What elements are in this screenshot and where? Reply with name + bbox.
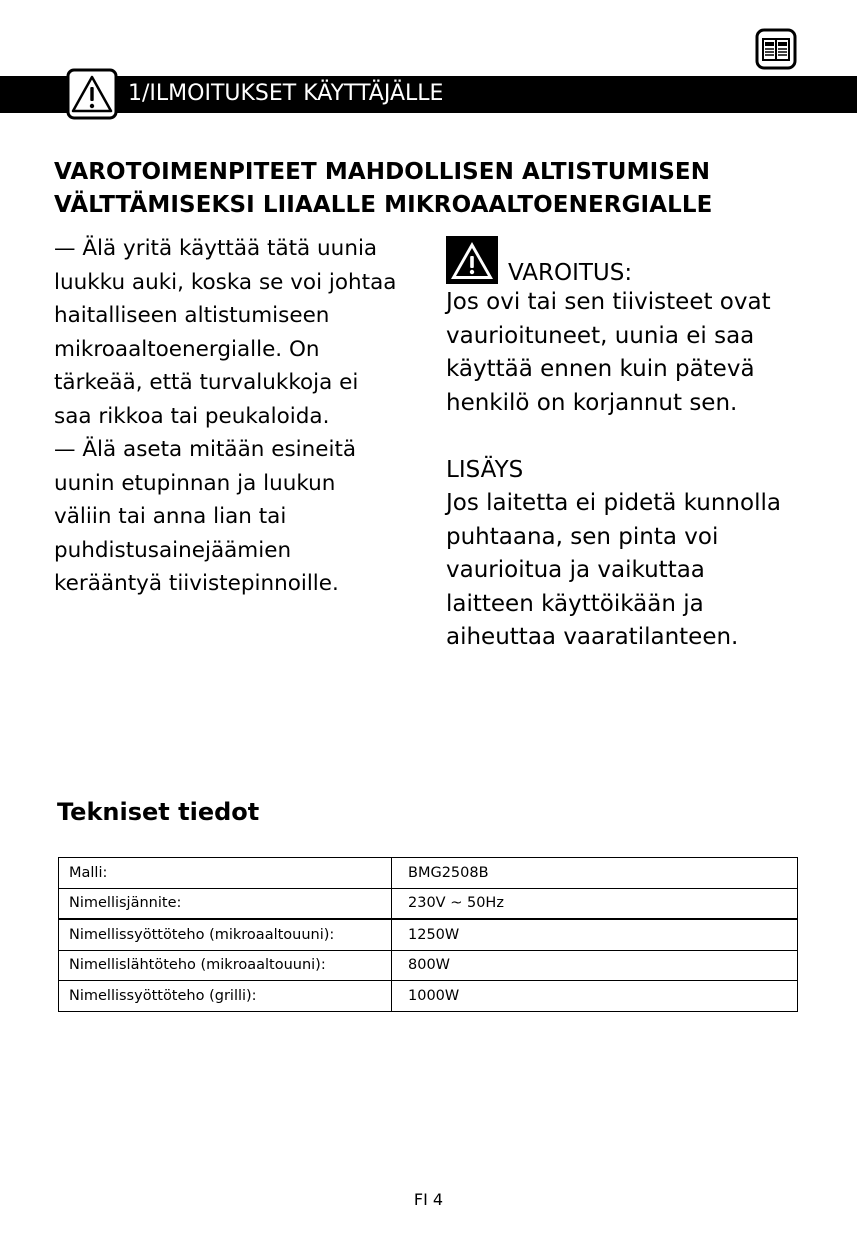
text-line: aiheuttaa vaaratilanteen. bbox=[446, 624, 739, 650]
warning-section-heading bbox=[54, 156, 814, 222]
text-line: mikroaaltoenergialle. On bbox=[54, 336, 320, 362]
table-row bbox=[59, 950, 798, 981]
spec-label: Nimellislähtöteho (mikroaaltouuni): bbox=[59, 950, 392, 981]
warning-label: VAROITUS: bbox=[508, 260, 633, 286]
heading-line: VAROTOIMENPITEET MAHDOLLISEN ALTISTUMISEN bbox=[54, 159, 711, 185]
section-header-title: 1/ILMOITUKSET KÄYTTÄJÄLLE bbox=[128, 81, 444, 106]
text-line: uunin etupinnan ja luukun bbox=[54, 470, 336, 496]
text-line: kerääntyä tiivistepinnoille. bbox=[54, 571, 339, 596]
warning-notes bbox=[446, 236, 836, 655]
spacer bbox=[446, 420, 836, 454]
text-line: vaurioitua ja vaikuttaa bbox=[446, 557, 705, 583]
manual-book-icon bbox=[755, 28, 797, 70]
table-row bbox=[59, 888, 798, 919]
spec-value: 230V ~ 50Hz bbox=[392, 888, 798, 919]
addition-label: LISÄYS bbox=[446, 456, 524, 483]
table-row bbox=[59, 981, 798, 1012]
text-line: vaurioituneet, uunia ei saa bbox=[446, 322, 755, 349]
text-line: puhtaana, sen pinta voi bbox=[446, 523, 719, 550]
page-number: FI 4 bbox=[413, 1190, 444, 1209]
spec-value: BMG2508B bbox=[392, 858, 798, 889]
spec-label: Nimellissyöttöteho (mikroaaltouuni): bbox=[59, 919, 392, 950]
specs-table bbox=[58, 857, 798, 1012]
text-line: — Älä aseta mitään esineitä bbox=[54, 437, 357, 462]
text-line: väliin tai anna lian tai bbox=[54, 504, 287, 529]
warning-triangle-icon bbox=[66, 68, 118, 120]
text-line: tärkeää, että turvalukkoja ei bbox=[54, 370, 359, 395]
spec-value: 1000W bbox=[392, 981, 798, 1012]
text-line: laitteen käyttöikään ja bbox=[446, 590, 704, 617]
table-row bbox=[59, 919, 798, 950]
text-line: henkilö on korjannut sen. bbox=[446, 389, 738, 416]
text-line: saa rikkoa tai peukaloida. bbox=[54, 403, 330, 429]
precautions-text bbox=[54, 232, 424, 601]
text-line: luukku auki, koska se voi johtaa bbox=[54, 269, 397, 295]
spec-value: 1250W bbox=[392, 919, 798, 950]
spec-label: Nimellisjännite: bbox=[59, 888, 392, 919]
warning-label-row bbox=[446, 236, 836, 286]
spec-label: Nimellissyöttöteho (grilli): bbox=[59, 981, 392, 1012]
spec-label: Malli: bbox=[59, 858, 392, 889]
specs-title: Tekniset tiedot bbox=[57, 798, 260, 826]
text-line: haitalliseen altistumiseen bbox=[54, 303, 330, 328]
warning-triangle-icon bbox=[446, 236, 498, 284]
heading-line: VÄLTTÄMISEKSI LIIAALLE MIKROAALTOENERGIALLE bbox=[54, 192, 713, 218]
text-line: Jos ovi tai sen tiivisteet ovat bbox=[446, 289, 771, 315]
text-line: Jos laitetta ei pidetä kunnolla bbox=[446, 490, 781, 516]
text-line: — Älä yritä käyttää tätä uunia bbox=[54, 236, 378, 261]
text-line: puhdistusainejäämien bbox=[54, 537, 292, 563]
table-row bbox=[59, 858, 798, 889]
text-line: käyttää ennen kuin pätevä bbox=[446, 356, 755, 382]
spec-value: 800W bbox=[392, 950, 798, 981]
